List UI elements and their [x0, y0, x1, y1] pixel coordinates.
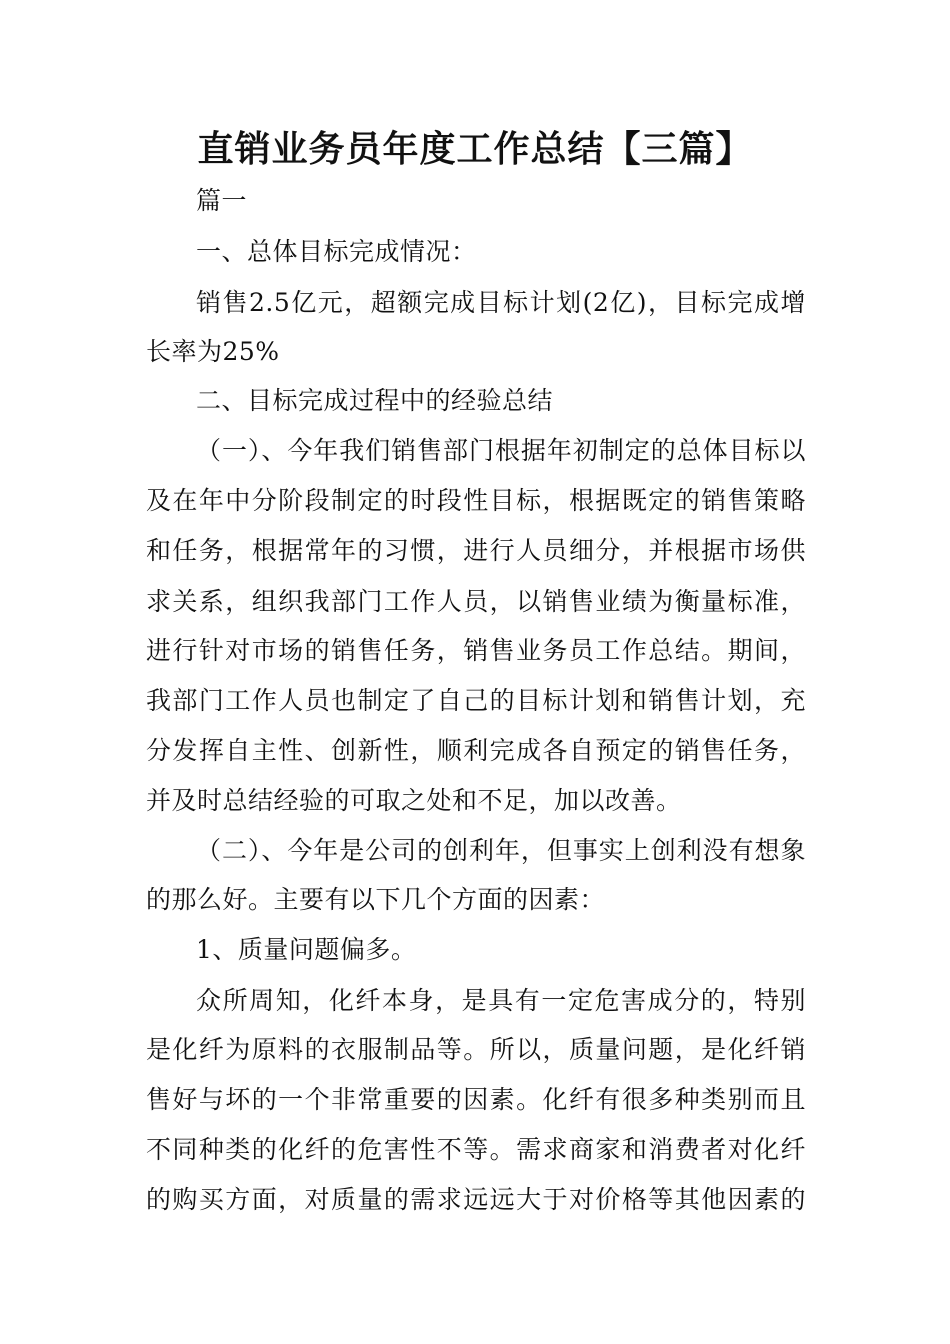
- list-item: 1、质量问题偏多。: [196, 935, 417, 964]
- paragraph-line: 不同种类的化纤的危害性不等。需求商家和消费者对化纤: [146, 1135, 806, 1164]
- paragraph-line: 销售2.5亿元，超额完成目标计划(2亿)，目标完成增: [196, 288, 806, 317]
- paragraph-line: 的购买方面，对质量的需求远远大于对价格等其他因素的: [146, 1185, 806, 1214]
- paragraph-line: 的那么好。主要有以下几个方面的因素：: [146, 885, 606, 914]
- paragraph-line: 求关系，组织我部门工作人员，以销售业绩为衡量标准，: [146, 587, 806, 616]
- paragraph-line: 长率为25%: [146, 337, 280, 366]
- paragraph-line: 分发挥自主性、创新性，顺利完成各自预定的销售任务，: [146, 736, 806, 765]
- subheading: 一、总体目标完成情况：: [196, 237, 477, 266]
- document-title: 直销业务员年度工作总结【三篇】: [197, 129, 753, 170]
- paragraph-line: 和任务，根据常年的习惯，进行人员细分，并根据市场供: [146, 536, 806, 565]
- paragraph-line: 并及时总结经验的可取之处和不足，加以改善。: [146, 786, 682, 815]
- paragraph-line: 我部门工作人员也制定了自己的目标计划和销售计划，充: [146, 686, 806, 715]
- paragraph-line: （二）、今年是公司的创利年，但事实上创利没有想象: [196, 836, 806, 865]
- paragraph-line: 及在年中分阶段制定的时段性目标，根据既定的销售策略: [146, 486, 806, 515]
- paragraph-line: 进行针对市场的销售任务，销售业务员工作总结。期间，: [146, 636, 806, 665]
- paragraph-line: 是化纤为原料的衣服制品等。所以，质量问题，是化纤销: [146, 1035, 806, 1064]
- paragraph-line: 售好与坏的一个非常重要的因素。化纤有很多种类别而且: [146, 1085, 806, 1114]
- subheading: 二、目标完成过程中的经验总结: [196, 386, 554, 415]
- section-heading: 篇一: [196, 186, 248, 215]
- paragraph-line: 众所周知，化纤本身，是具有一定危害成分的，特别: [196, 986, 806, 1015]
- paragraph-line: （一）、今年我们销售部门根据年初制定的总体目标以: [196, 436, 806, 465]
